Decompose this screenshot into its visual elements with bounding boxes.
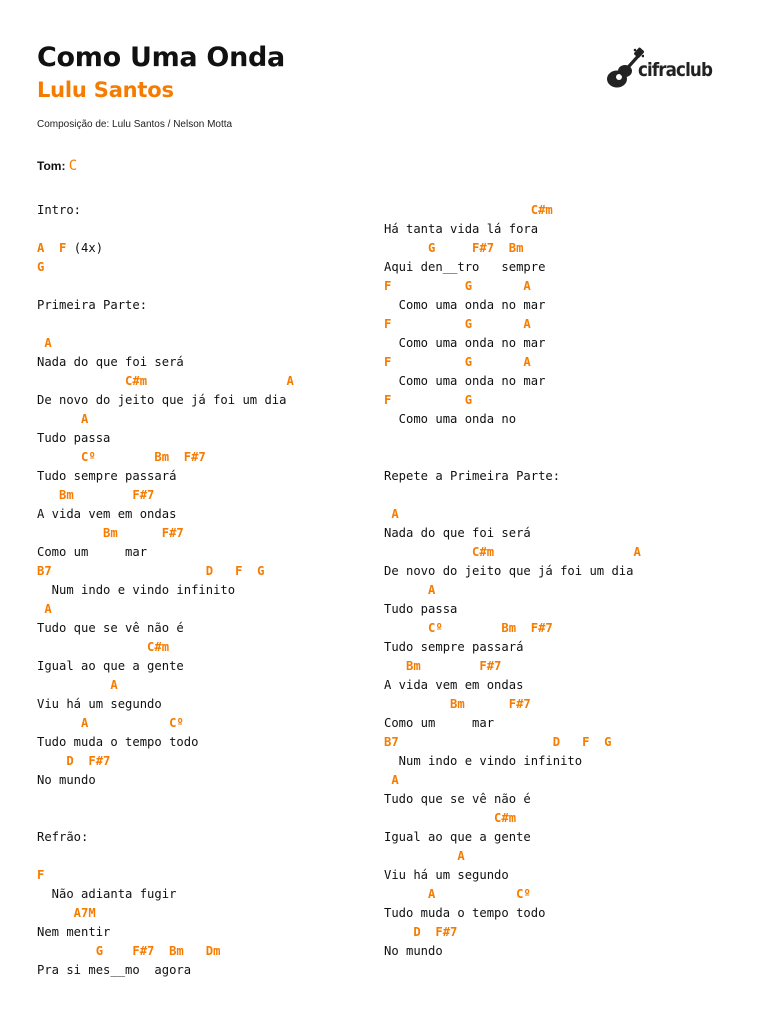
lyric-line bbox=[384, 467, 641, 486]
lyric-line bbox=[384, 334, 641, 353]
chord-line bbox=[384, 885, 641, 904]
chord-text[interactable]: A bbox=[37, 412, 89, 426]
chord-line bbox=[37, 562, 294, 581]
chord-text[interactable]: C#m bbox=[384, 811, 517, 825]
lyric-text: Repete a Primeira Parte: bbox=[384, 469, 561, 483]
lyric-text bbox=[384, 431, 391, 445]
lyric-text: Refrão: bbox=[37, 830, 89, 844]
lyric-text bbox=[37, 849, 44, 863]
lyric-text: Tudo passa bbox=[37, 431, 111, 445]
lyric-line bbox=[384, 676, 641, 695]
lyrics-column-left bbox=[37, 201, 294, 980]
lyric-text: A vida vem em ondas bbox=[384, 678, 524, 692]
chord-line bbox=[37, 638, 294, 657]
lyric-line bbox=[37, 961, 294, 980]
lyric-line bbox=[384, 866, 641, 885]
lyric-line bbox=[37, 581, 294, 600]
lyric-line bbox=[37, 809, 294, 828]
lyric-text bbox=[37, 811, 44, 825]
lyric-text bbox=[384, 450, 391, 464]
chord-text[interactable]: B7 D F G bbox=[384, 735, 612, 749]
lyric-text bbox=[384, 488, 391, 502]
lyric-line bbox=[37, 296, 294, 315]
chord-line bbox=[384, 695, 641, 714]
chord-line bbox=[37, 524, 294, 543]
lyric-line bbox=[384, 904, 641, 923]
lyric-line bbox=[384, 562, 641, 581]
chord-line bbox=[37, 372, 294, 391]
lyric-text: Não adianta fugir bbox=[37, 887, 177, 901]
lyric-line bbox=[384, 448, 641, 467]
lyric-line bbox=[384, 790, 641, 809]
lyric-line bbox=[37, 391, 294, 410]
lyric-text: De novo do jeito que já foi um dia bbox=[37, 393, 287, 407]
lyric-line bbox=[384, 258, 641, 277]
chord-line bbox=[37, 942, 294, 961]
chord-line bbox=[384, 353, 641, 372]
lyric-line bbox=[37, 505, 294, 524]
chord-text[interactable]: F bbox=[37, 868, 45, 882]
lyric-line bbox=[37, 315, 294, 334]
lyric-text bbox=[37, 317, 44, 331]
chord-line bbox=[37, 600, 294, 619]
chord-text[interactable]: F G A bbox=[384, 279, 531, 293]
lyric-text: Como uma onda no bbox=[384, 412, 517, 426]
chord-text[interactable]: A bbox=[37, 602, 52, 616]
chord-text[interactable]: A bbox=[384, 849, 465, 863]
lyric-line bbox=[37, 543, 294, 562]
lyric-line bbox=[384, 220, 641, 239]
chord-line bbox=[37, 866, 294, 885]
lyric-text bbox=[37, 222, 44, 236]
lyric-text: Tudo sempre passará bbox=[37, 469, 177, 483]
lyric-text: Aqui den__tro sempre bbox=[384, 260, 546, 274]
lyric-line bbox=[37, 353, 294, 372]
lyric-line bbox=[37, 828, 294, 847]
chord-text[interactable]: A bbox=[37, 678, 118, 692]
lyric-line bbox=[384, 486, 641, 505]
lyric-line bbox=[37, 847, 294, 866]
chord-line bbox=[37, 714, 294, 733]
chord-text[interactable]: A Cº bbox=[384, 887, 531, 901]
lyric-text: Como uma onda no mar bbox=[384, 298, 546, 312]
chord-text[interactable]: F G A bbox=[384, 355, 531, 369]
lyric-text: Como uma onda no mar bbox=[384, 336, 546, 350]
lyric-text: Tudo sempre passará bbox=[384, 640, 524, 654]
lyric-text: Tudo muda o tempo todo bbox=[37, 735, 199, 749]
lyric-line bbox=[37, 923, 294, 942]
chord-line bbox=[384, 277, 641, 296]
chord-line bbox=[37, 239, 294, 258]
lyric-line bbox=[384, 752, 641, 771]
lyric-line bbox=[384, 942, 641, 961]
chord-line bbox=[384, 315, 641, 334]
chord-line bbox=[37, 410, 294, 429]
lyric-line bbox=[37, 733, 294, 752]
lyric-text: Tudo que se vê não é bbox=[37, 621, 184, 635]
lyrics-column-right bbox=[384, 201, 641, 961]
chord-line bbox=[384, 923, 641, 942]
lyric-text: (4x) bbox=[66, 241, 104, 255]
lyric-text: De novo do jeito que já foi um dia bbox=[384, 564, 634, 578]
lyric-text: Primeira Parte: bbox=[37, 298, 148, 312]
chord-text[interactable]: C#m bbox=[37, 640, 170, 654]
chord-line bbox=[37, 448, 294, 467]
key-label: Tom: bbox=[37, 159, 66, 173]
lyric-line bbox=[37, 429, 294, 448]
lyric-text: Num indo e vindo infinito bbox=[384, 754, 583, 768]
chord-text[interactable]: C#m A bbox=[37, 374, 294, 388]
lyric-line bbox=[37, 201, 294, 220]
lyric-line bbox=[37, 790, 294, 809]
chord-text[interactable]: A bbox=[384, 583, 436, 597]
chord-text[interactable]: C#m bbox=[384, 203, 553, 217]
lyric-line bbox=[384, 600, 641, 619]
lyric-line bbox=[37, 277, 294, 296]
chord-text[interactable]: Bm F#7 bbox=[37, 488, 155, 502]
lyric-text: Como um mar bbox=[37, 545, 148, 559]
composer-credit: Composição de: Lulu Santos / Nelson Motta bbox=[37, 119, 233, 130]
lyric-line bbox=[384, 372, 641, 391]
lyric-line bbox=[384, 714, 641, 733]
chord-text[interactable]: A Cº bbox=[37, 716, 184, 730]
lyric-text: Como um mar bbox=[384, 716, 495, 730]
chord-line bbox=[384, 543, 641, 562]
chord-text[interactable]: A bbox=[384, 507, 399, 521]
lyric-line bbox=[37, 657, 294, 676]
chord-text[interactable]: Bm F#7 bbox=[384, 697, 531, 711]
lyric-line bbox=[384, 828, 641, 847]
lyric-text: Pra si mes__mo agora bbox=[37, 963, 192, 977]
key-value[interactable]: C bbox=[68, 158, 78, 174]
chord-line bbox=[37, 752, 294, 771]
lyric-line bbox=[37, 885, 294, 904]
chord-text[interactable]: A F bbox=[37, 241, 67, 255]
lyric-text: Intro: bbox=[37, 203, 82, 217]
lyric-line bbox=[37, 619, 294, 638]
lyric-line bbox=[384, 410, 641, 429]
lyric-text bbox=[37, 279, 44, 293]
logo-text: cifraclub bbox=[638, 59, 713, 81]
chord-line bbox=[37, 334, 294, 353]
chord-line bbox=[384, 391, 641, 410]
lyric-line bbox=[384, 429, 641, 448]
chord-text[interactable]: G bbox=[37, 260, 45, 274]
chord-line bbox=[384, 619, 641, 638]
chord-line bbox=[384, 201, 641, 220]
lyric-text: Tudo muda o tempo todo bbox=[384, 906, 546, 920]
lyric-line bbox=[384, 524, 641, 543]
lyric-text: Nada do que foi será bbox=[384, 526, 531, 540]
chord-text[interactable]: Bm F#7 bbox=[37, 526, 184, 540]
chord-line bbox=[384, 771, 641, 790]
chord-line bbox=[384, 847, 641, 866]
chord-text[interactable]: Cº Bm F#7 bbox=[37, 450, 206, 464]
chord-line bbox=[37, 258, 294, 277]
lyric-text: No mundo bbox=[37, 773, 96, 787]
chord-line bbox=[37, 676, 294, 695]
lyric-line bbox=[37, 220, 294, 239]
lyric-text: A vida vem em ondas bbox=[37, 507, 177, 521]
lyric-text: Num indo e vindo infinito bbox=[37, 583, 236, 597]
chord-text[interactable]: A7M bbox=[37, 906, 96, 920]
chord-line bbox=[37, 904, 294, 923]
chord-line bbox=[384, 733, 641, 752]
lyric-text: Como uma onda no mar bbox=[384, 374, 546, 388]
lyric-text: Igual ao que a gente bbox=[384, 830, 531, 844]
lyric-text bbox=[37, 792, 44, 806]
chord-line bbox=[37, 486, 294, 505]
lyric-text: Há tanta vida lá fora bbox=[384, 222, 539, 236]
chord-text[interactable]: B7 D F G bbox=[37, 564, 265, 578]
lyric-text: Igual ao que a gente bbox=[37, 659, 184, 673]
chord-line bbox=[384, 505, 641, 524]
lyric-text: Nem mentir bbox=[37, 925, 111, 939]
chord-text[interactable]: A bbox=[384, 773, 399, 787]
lyric-text: Nada do que foi será bbox=[37, 355, 184, 369]
chord-line bbox=[384, 809, 641, 828]
lyric-text: Viu há um segundo bbox=[384, 868, 509, 882]
cifraclub-logo[interactable] bbox=[604, 46, 724, 96]
chord-text[interactable]: A bbox=[37, 336, 52, 350]
chord-text[interactable]: Cº Bm F#7 bbox=[384, 621, 553, 635]
chord-text[interactable]: F G bbox=[384, 393, 473, 407]
chord-text[interactable]: D F#7 bbox=[37, 754, 111, 768]
chord-text[interactable]: C#m A bbox=[384, 545, 641, 559]
lyric-line bbox=[384, 638, 641, 657]
lyric-line bbox=[384, 296, 641, 315]
chord-text[interactable]: G F#7 Bm Dm bbox=[37, 944, 221, 958]
chord-text[interactable]: Bm F#7 bbox=[384, 659, 502, 673]
chord-line bbox=[384, 657, 641, 676]
chord-text[interactable]: D F#7 bbox=[384, 925, 458, 939]
chord-line bbox=[384, 581, 641, 600]
lyric-text: No mundo bbox=[384, 944, 443, 958]
lyric-line bbox=[37, 467, 294, 486]
lyric-text: Tudo passa bbox=[384, 602, 458, 616]
song-artist[interactable]: Lulu Santos bbox=[37, 78, 174, 102]
lyric-text: Viu há um segundo bbox=[37, 697, 162, 711]
chord-line bbox=[384, 239, 641, 258]
chord-text[interactable]: F G A bbox=[384, 317, 531, 331]
lyric-line bbox=[37, 771, 294, 790]
song-title: Como Uma Onda bbox=[37, 42, 285, 73]
lyric-line bbox=[37, 695, 294, 714]
lyric-text: Tudo que se vê não é bbox=[384, 792, 531, 806]
song-key bbox=[37, 158, 77, 174]
chord-text[interactable]: G F#7 Bm bbox=[384, 241, 524, 255]
